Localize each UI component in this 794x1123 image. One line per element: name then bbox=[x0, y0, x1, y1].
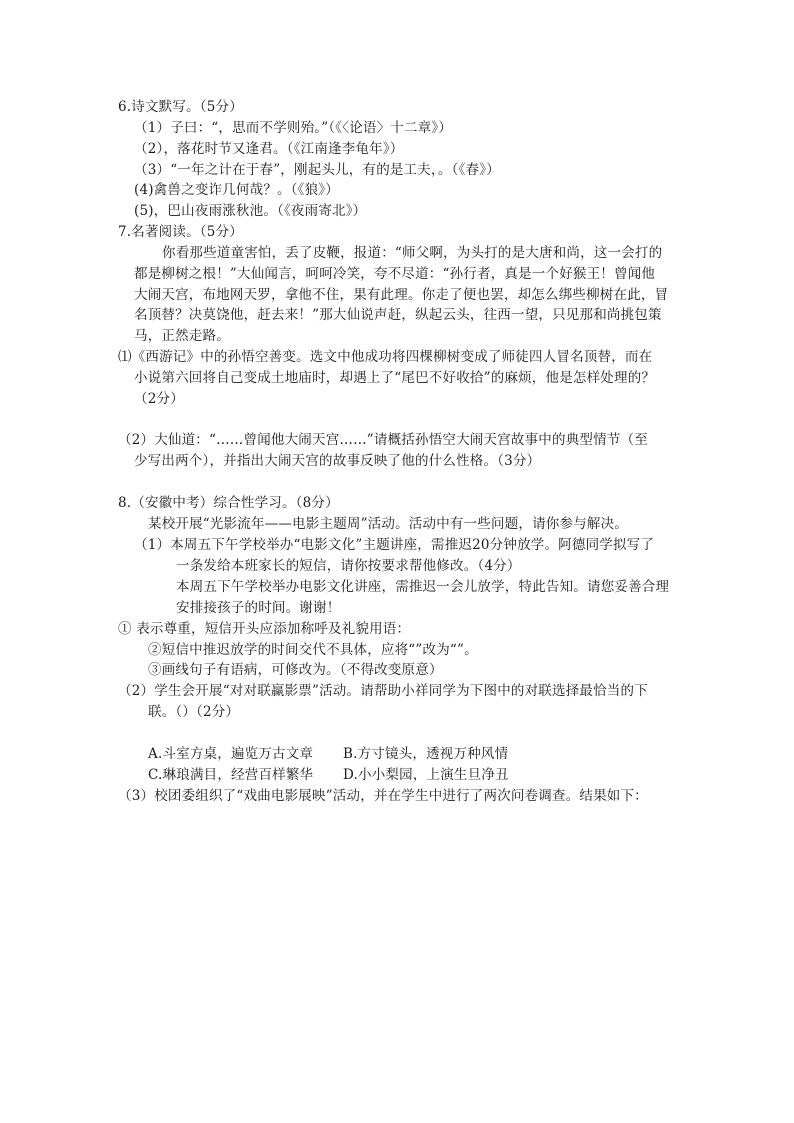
q7-sub1-line-3: （2分） bbox=[134, 391, 184, 407]
q6-item-3: （3）“一年之计在于春”，刚起头儿，有的是工夫，。（《春》） bbox=[134, 162, 500, 178]
q8-sms-line-1: 本周五下午学校举办电影文化讲座，需推迟一会儿放学，特此告知。请您妥善合理 bbox=[176, 579, 670, 595]
q8-intro: 某校开展“光影流年——电影主题周”活动。活动中有一些问题，请你参与解决。 bbox=[148, 516, 629, 532]
q7-sub2-line-2: 少写出两个），并指出大闹天宫的故事反映了他的什么性格。（3分） bbox=[134, 453, 541, 469]
q7-heading: 7.名著阅读。（5分） bbox=[118, 224, 243, 240]
q7-passage-line-4: 名顶替？决莫饶他，赶去来！”那大仙说声赶，纵起云头，往西一望，只见那和尚挑包策 bbox=[134, 307, 662, 323]
q8-heading: 8.（安徽中考）综合性学习。（8分） bbox=[118, 495, 339, 511]
q8-option-a: A.斗室方桌，遍览万古文章 bbox=[148, 746, 314, 762]
q8-option-d: D.小小梨园，上演生旦净丑 bbox=[343, 767, 509, 783]
q6-item-2: （2），落花时节又逢君。（《江南逢李龟年》） bbox=[134, 141, 404, 157]
q6-item-5: (5)，巴山夜雨涨秋池。（《夜雨寄北》） bbox=[134, 203, 367, 219]
q7-sub1-line-1: ⑴《西游记》中的孙悟空善变。选文中他成功将四棵柳树变成了师徒四人冒名顶替，而在 bbox=[118, 349, 653, 365]
q8-option-c: C.琳琅满目，经营百样繁华 bbox=[148, 767, 314, 783]
q8-sub3: （3）校团委组织了“戏曲电影展映”活动，并在学生中进行了两次问卷调查。结果如下： bbox=[118, 788, 648, 804]
q8-sub1-line-1: （1）本周五下午学校举办“电影文化”主题讲座，需推迟20分钟放学。阿德同学拟写了 bbox=[134, 537, 655, 553]
q7-passage-line-1: 你看那些道童害怕，丢了皮鞭，报道：“师父啊，为头打的是大唐和尚，这一会打的 bbox=[162, 245, 663, 261]
q8-sub1-line-2: 一条发给本班家长的短信，请你按要求帮他修改。（4分） bbox=[176, 558, 521, 574]
q8-sub2-line-1: （2）学生会开展“对对联赢影票”活动。请帮助小祥同学为下图中的对联选择最恰当的下 bbox=[118, 683, 648, 699]
q7-passage-line-2: 都是柳树之根！”大仙闻言，呵呵冷笑，夸不尽道：“孙行者，真是一个好猴王！曾闻他 bbox=[134, 266, 656, 282]
q7-sub2-line-1: （2）大仙道：“……曾闻他大闹天宫……”请概括孙悟空大闹天宫故事中的典型情节（至 bbox=[118, 432, 648, 448]
q8-option-b: B.方寸镜头，透视万种风情 bbox=[343, 746, 509, 762]
q7-passage-line-5: 马，正然走路。 bbox=[134, 328, 230, 344]
q8-edit-2: ②短信中推迟放学的时间交代不具体，应将“”改为“”。 bbox=[148, 642, 478, 658]
q6-heading: 6.诗文默写。（5分） bbox=[118, 99, 243, 115]
q6-item-4: (4)禽兽之变诈几何哉？。（《狼》） bbox=[134, 182, 339, 198]
q8-edit-3: ③画线句子有语病，可修改为。（不得改变原意） bbox=[148, 662, 443, 678]
q8-edit-1: ① 表示尊重，短信开头应添加称呼及礼貌用语： bbox=[118, 621, 411, 637]
q6-item-1: （1）子曰：“，思而不学则殆。”（《〈论语〉十二章》） bbox=[134, 120, 453, 136]
q8-sms-line-2: 安排接孩子的时间。谢谢！ bbox=[176, 600, 341, 616]
q7-passage-line-3: 大闹天宫，布地网天罗，拿他不住，果有此理。你走了便也罢，却怎么绑些柳树在此，冒 bbox=[134, 287, 669, 303]
q7-sub1-line-2: 小说第六回将自己变成土地庙时，却遇上了“尾巴不好收拾”的麻烦，他是怎样处理的？ bbox=[134, 370, 656, 386]
q8-sub2-line-2: 联。（）（2分） bbox=[148, 704, 240, 720]
